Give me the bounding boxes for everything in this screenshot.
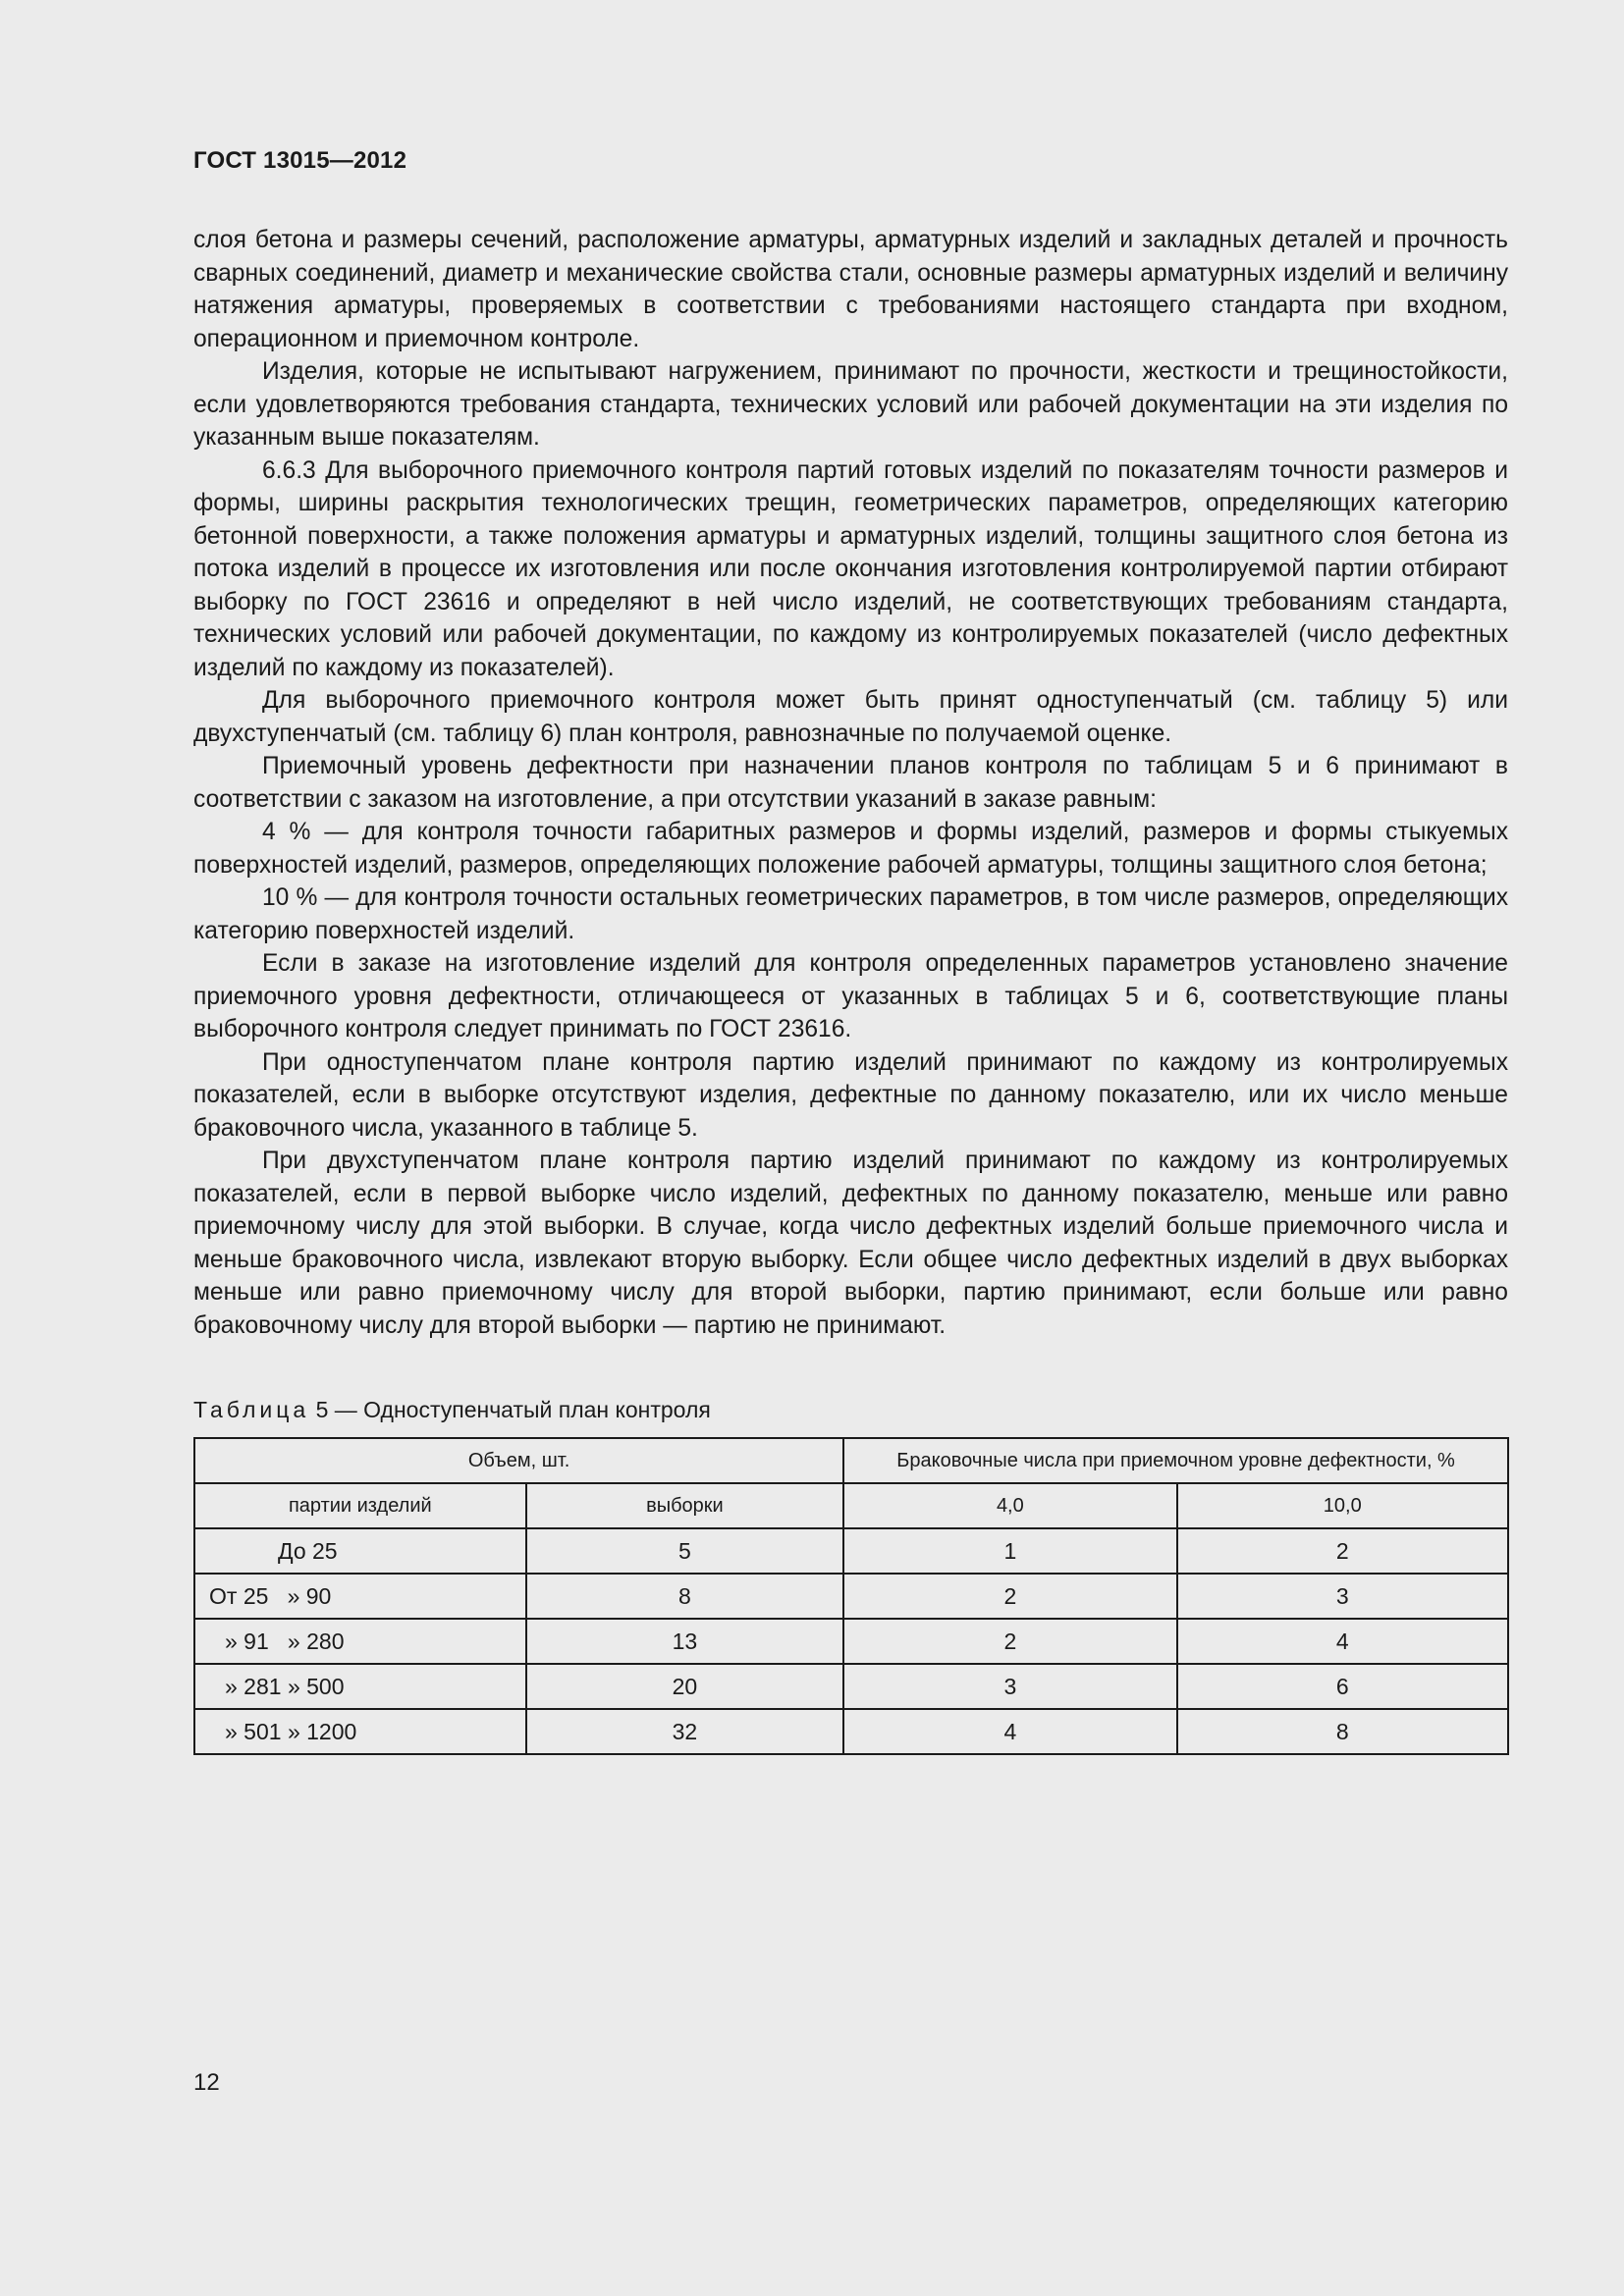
paragraph: 4 % — для контроля точности габаритных размеров и формы изделий, размеров и формы стыкуемых поверхностей изделий, размеров, определяющих положение рабочей арматуры, толщины защитного слоя бетона; [193, 819, 1508, 879]
document-header: ГОСТ 13015—2012 [193, 147, 407, 174]
table-row [194, 1619, 1508, 1664]
table-row [194, 1528, 1508, 1574]
cell-lot: » 281 » 500 [194, 1664, 526, 1709]
table-row [194, 1664, 1508, 1709]
cell-sample: 32 [526, 1709, 844, 1754]
paragraph: Приемочный уровень дефектности при назначении планов контроля по таблицам 5 и 6 принимают в соответствии с заказом на изготовление, а при отсутствии указаний в заказе равным: [193, 753, 1508, 813]
table-subheader-row [194, 1483, 1508, 1528]
paragraph: Если в заказе на изготовление изделий для контроля определенных параметров установлено значение приемочного уровня дефектности, отличающееся от указанных в таблицах 5 и 6, соответствующие планы выборочного контроля следует принимать по ГОСТ 23616. [193, 950, 1508, 1042]
cell-sample: 13 [526, 1619, 844, 1664]
cell-reject-4: 3 [843, 1664, 1176, 1709]
cell-reject-10: 4 [1177, 1619, 1508, 1664]
sampling-plan-table [193, 1437, 1509, 1755]
table-caption-prefix: Таблица [193, 1397, 310, 1422]
cell-lot: » 91 » 280 [194, 1619, 526, 1664]
table-caption-text: — Одноступенчатый план контроля [334, 1397, 711, 1422]
paragraph: 10 % — для контроля точности остальных геометрических параметров, в том числе размеров, определяющих категорию поверхностей изделий. [193, 884, 1508, 944]
table-caption-number: 5 [315, 1397, 329, 1422]
cell-reject-10: 8 [1177, 1709, 1508, 1754]
table-row [194, 1709, 1508, 1754]
paragraph: Изделия, которые не испытывают нагружением, принимают по прочности, жесткости и трещиностойкости, если удовлетворяются требования стандарта, технических условий или рабочей документации на эти изделия по указанным выше показателям. [193, 358, 1508, 451]
cell-reject-10: 6 [1177, 1664, 1508, 1709]
subheader-level-10: 10,0 [1177, 1483, 1508, 1528]
paragraph: При двухступенчатом плане контроля партию изделий принимают по каждому из контролируемых показателей, если в первой выборке число изделий, дефектных по данному показателю, меньше или равно приемочному числу для этой выборки. В случае, когда число дефектных изделий больше приемочного числа и меньше браковочного числа, извлекают вторую выборку. Если общее число дефектных изделий в двух выборках меньше или равно приемочному числу для второй выборки, партию принимают, если больше или равно браковочному числу для второй выборки — партию не принимают. [193, 1148, 1508, 1339]
cell-reject-10: 3 [1177, 1574, 1508, 1619]
subheader-sample: выборки [526, 1483, 844, 1528]
paragraph: При одноступенчатом плане контроля партию изделий принимают по каждому из контролируемых показателей, если в выборке отсутствуют изделия, дефектные по данному показателю, или их число меньше браковочного числа, указанного в таблице 5. [193, 1048, 1508, 1142]
subheader-level-4: 4,0 [843, 1483, 1176, 1528]
cell-sample: 20 [526, 1664, 844, 1709]
paragraph: 6.6.3 Для выборочного приемочного контроля партий готовых изделий по показателям точности размеров и формы, ширины раскрытия технологических трещин, геометрических параметров, определяющих категорию бетонной поверхности, а также положения арматуры и арматурных изделий, толщины защитного слоя бетона из потока изделий в процессе их изготовления или после окончания изготовления контролируемой партии отбирают выборку по ГОСТ 23616 и определяют в ней число изделий, не соответствующих требованиям стандарта, технических условий или рабочей документации, по каждому из контролируемых показателей (число дефектных изделий по каждому из показателей). [193, 456, 1508, 681]
paragraph: слоя бетона и размеры сечений, расположение арматуры, арматурных изделий и закладных деталей и прочность сварных соединений, диаметр и механические свойства стали, основные размеры арматурных изделий и величину натяжения арматуры, проверяемых в соответствии с требованиями настоящего стандарта при входном, операционном и приемочном контроле. [193, 227, 1508, 352]
cell-reject-4: 2 [843, 1619, 1176, 1664]
table-caption [193, 1395, 711, 1424]
table-header-row [194, 1438, 1508, 1483]
cell-reject-4: 1 [843, 1528, 1176, 1574]
page-number: 12 [193, 2069, 220, 2096]
header-reject-numbers: Браковочные числа при приемочном уровне дефектности, % [843, 1438, 1508, 1483]
paragraph: Для выборочного приемочного контроля может быть принят одноступенчатый (см. таблицу 5) или двухступенчатый (см. таблицу 6) план контроля, равнозначные по получаемой оценке. [193, 687, 1508, 747]
cell-lot: От 25 » 90 [194, 1574, 526, 1619]
cell-lot: До 25 [194, 1528, 526, 1574]
cell-sample: 8 [526, 1574, 844, 1619]
cell-reject-10: 2 [1177, 1528, 1508, 1574]
cell-reject-4: 2 [843, 1574, 1176, 1619]
subheader-lot: партии изделий [194, 1483, 526, 1528]
cell-lot: » 501 » 1200 [194, 1709, 526, 1754]
cell-sample: 5 [526, 1528, 844, 1574]
table-row [194, 1574, 1508, 1619]
header-volume: Объем, шт. [194, 1438, 843, 1483]
cell-reject-4: 4 [843, 1709, 1176, 1754]
body-text [193, 224, 1508, 1342]
